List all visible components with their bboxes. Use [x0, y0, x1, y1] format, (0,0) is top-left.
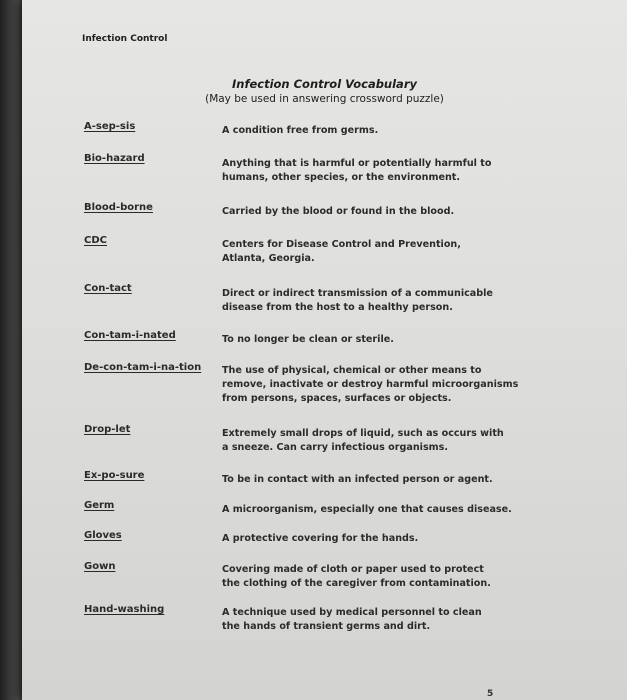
- vocab-term: Con-tam-i-nated: [84, 330, 176, 341]
- vocab-definition: Centers for Disease Control and Prevention, Atlanta, Georgia.: [222, 239, 461, 264]
- vocab-definition: A technique used by medical personnel to clean the hands of transient germs and dirt.: [222, 607, 482, 632]
- vocab-term: Blood-borne: [84, 202, 153, 213]
- page-header: Infection Control: [82, 34, 168, 44]
- vocab-definition: Extremely small drops of liquid, such as occurs with a sneeze. Can carry infectious organisms.: [222, 428, 504, 453]
- page-number: 5: [487, 689, 494, 699]
- page-subtitle: (May be used in answering crossword puzzle): [205, 93, 444, 105]
- vocab-definition: To no longer be clean or sterile.: [222, 334, 394, 345]
- vocab-definition: Direct or indirect transmission of a communicable disease from the host to a healthy person.: [222, 288, 493, 313]
- title-block: [22, 77, 627, 107]
- vocab-term: Con-tact: [84, 283, 132, 294]
- vocab-term: Gloves: [84, 530, 122, 541]
- vocab-definition: Anything that is harmful or potentially harmful to humans, other species, or the environment.: [222, 158, 492, 183]
- vocab-term: Hand-washing: [84, 604, 165, 615]
- vocab-definition: To be in contact with an infected person or agent.: [222, 474, 493, 485]
- vocab-term: Gown: [84, 561, 116, 572]
- vocab-definition: Carried by the blood or found in the blood.: [222, 206, 455, 217]
- vocab-term: De-con-tam-i-na-tion: [84, 362, 202, 373]
- document-page: [22, 0, 627, 700]
- vocab-term: Ex-po-sure: [84, 470, 145, 481]
- vocab-definition: A microorganism, especially one that causes disease.: [222, 504, 512, 515]
- vocab-term: A-sep-sis: [84, 121, 136, 132]
- vocab-term: CDC: [84, 235, 107, 246]
- vocab-term: Germ: [84, 500, 115, 511]
- vocab-definition: Covering made of cloth or paper used to protect the clothing of the caregiver from contamination.: [222, 564, 491, 589]
- vocab-definition: A protective covering for the hands.: [222, 533, 419, 544]
- vocab-definition: A condition free from germs.: [222, 125, 379, 136]
- vocab-definition: The use of physical, chemical or other means to remove, inactivate or destroy harmful microorganisms from persons, spaces, surfaces or objects.: [222, 365, 519, 404]
- vocab-term: Bio-hazard: [84, 153, 145, 164]
- vocab-term: Drop-let: [84, 424, 131, 435]
- page-title: Infection Control Vocabulary: [232, 77, 417, 91]
